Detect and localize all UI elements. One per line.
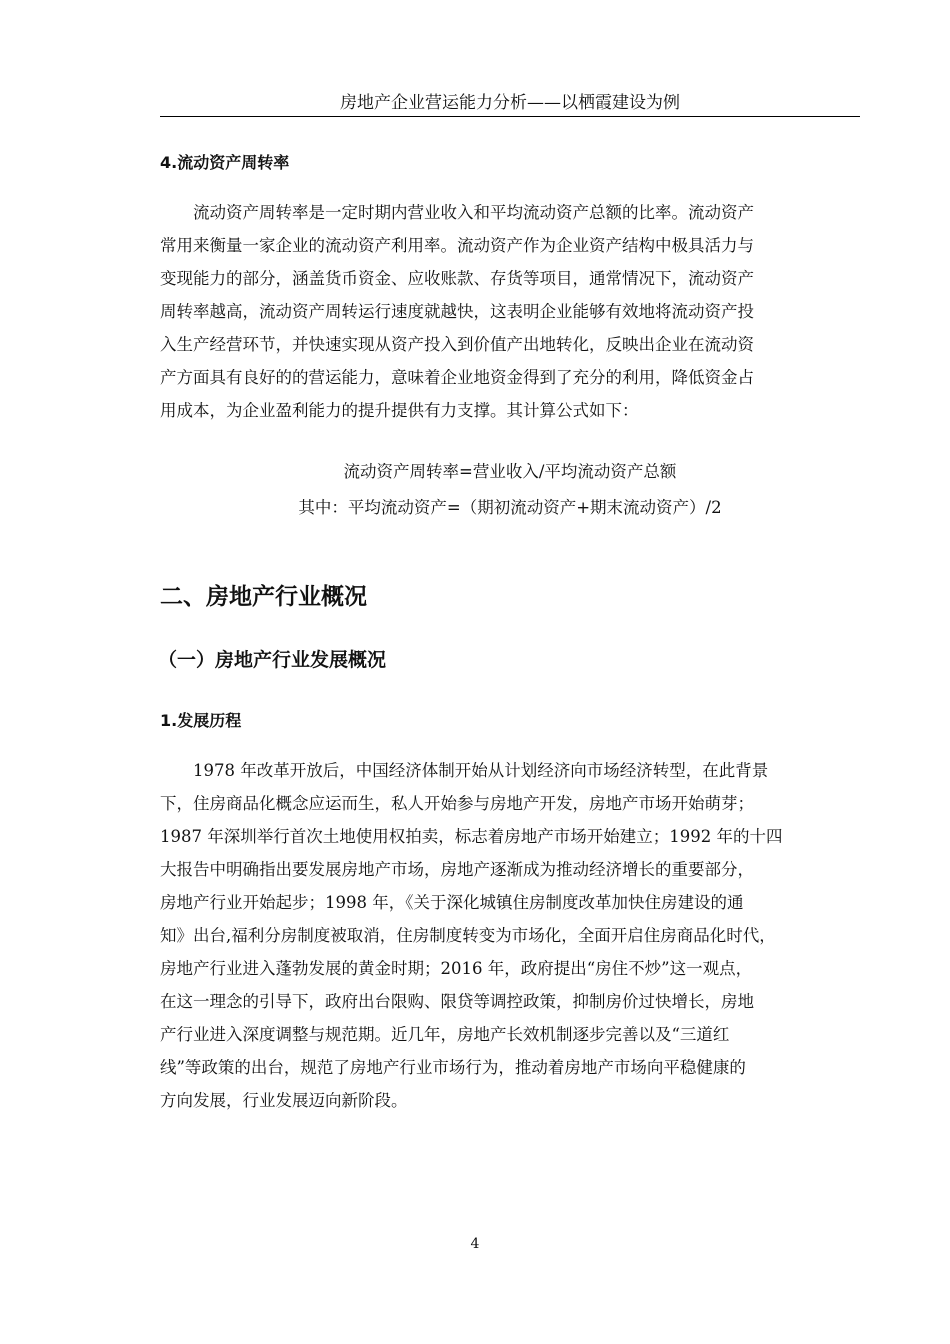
paragraph-line: 常用来衡量一家企业的流动资产利用率。流动资产作为企业资产结构中极具活力与 <box>160 236 754 255</box>
header-rule <box>160 116 860 117</box>
paragraph-line: 在这一理念的引导下，政府出台限购、限贷等调控政策，抑制房价过快增长，房地 <box>160 992 754 1011</box>
paragraph-development-history <box>160 754 860 1117</box>
paragraph-line: 线”等政策的出台，规范了房地产行业市场行为，推动着房地产市场向平稳健康的 <box>160 1058 746 1077</box>
paragraph-line: 大报告中明确指出要发展房地产市场，房地产逐渐成为推动经济增长的重要部分， <box>160 860 754 879</box>
paragraph-line: 方向发展，行业发展迈向新阶段。 <box>160 1091 408 1110</box>
item-heading-development-history: 1.发展历程 <box>160 711 242 730</box>
paragraph-line: 入生产经营环节，并快速实现从资产投入到价值产出地转化，反映出企业在流动资 <box>160 335 754 354</box>
page-number: 4 <box>470 1236 480 1252</box>
paragraph-line: 变现能力的部分，涵盖货币资金、应收账款、存货等项目，通常情况下，流动资产 <box>160 269 754 288</box>
paragraph-line: 1978 年改革开放后，中国经济体制开始从计划经济向市场经济转型，在此背景 <box>160 761 769 780</box>
subsection-heading-development-overview: （一）房地产行业发展概况 <box>158 649 387 671</box>
section-heading-current-asset-turnover: 4.流动资产周转率 <box>160 153 290 172</box>
running-header-title: 房地产企业营运能力分析——以栖霞建设为例 <box>340 93 680 113</box>
paragraph-line: 下，住房商品化概念应运而生，私人开始参与房地产开发，房地产市场开始萌芽； <box>160 794 754 813</box>
paragraph-line: 知》出台,福利分房制度被取消，住房制度转变为市场化，全面开启住房商品化时代， <box>160 926 776 945</box>
chapter-heading-industry-overview: 二、房地产行业概况 <box>160 584 367 610</box>
paragraph-line: 产方面具有良好的的营运能力，意味着企业地资金得到了充分的利用，降低资金占 <box>160 368 754 387</box>
paragraph-line: 流动资产周转率是一定时期内营业收入和平均流动资产总额的比率。流动资产 <box>160 203 754 222</box>
formula-average-current-assets: 其中：平均流动资产=（期初流动资产+期末流动资产）/2 <box>298 498 722 517</box>
formula-turnover: 流动资产周转率=营业收入/平均流动资产总额 <box>343 462 677 481</box>
paragraph-line: 房地产行业开始起步；1998 年，《关于深化城镇住房制度改革加快住房建设的通 <box>160 893 744 912</box>
paragraph-line: 产行业进入深度调整与规范期。近几年，房地产长效机制逐步完善以及“三道红 <box>160 1025 730 1044</box>
paragraph-line: 房地产行业进入蓬勃发展的黄金时期；2016 年，政府提出“房住不炒”这一观点， <box>160 959 753 978</box>
paragraph-line: 用成本，为企业盈利能力的提升提供有力支撑。其计算公式如下： <box>160 401 639 420</box>
paragraph-current-asset-turnover <box>160 196 860 427</box>
paragraph-line: 1987 年深圳举行首次土地使用权拍卖，标志着房地产市场开始建立；1992 年的十四 <box>160 827 783 846</box>
paragraph-line: 周转率越高，流动资产周转运行速度就越快，这表明企业能够有效地将流动资产投 <box>160 302 754 321</box>
